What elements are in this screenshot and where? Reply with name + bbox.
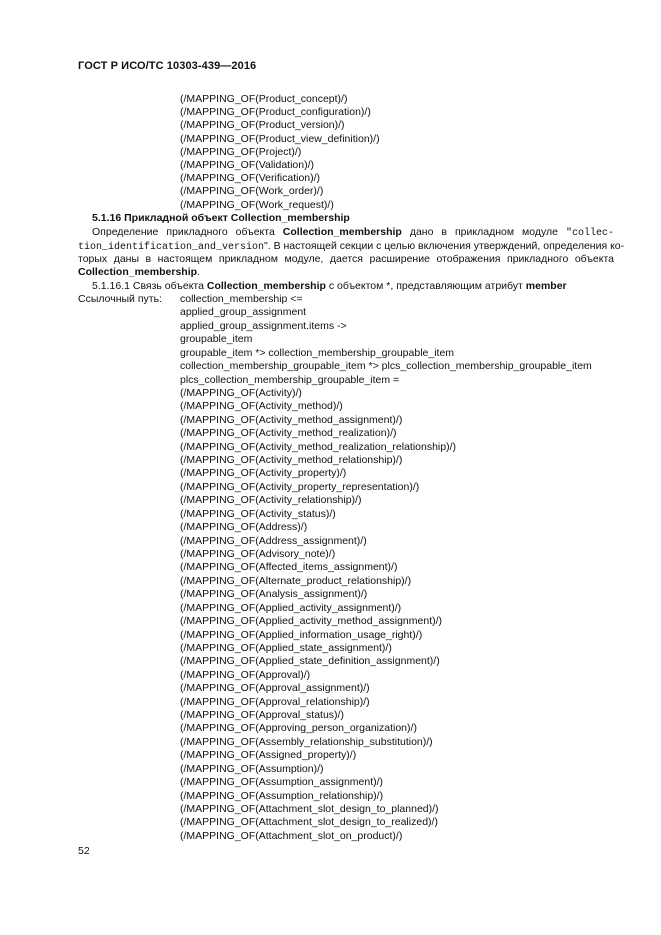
mapping-line: (/MAPPING_OF(Activity)/) — [180, 386, 302, 399]
mapping-line: (/MAPPING_OF(Approval)/) — [180, 668, 311, 681]
para-text: Определение прикладного объекта — [92, 226, 283, 238]
sub-attribute-name: member — [525, 280, 567, 292]
sub-text: с объектом *, представляющим атрибут — [325, 280, 526, 292]
mapping-line: (/MAPPING_OF(Applied_activity_method_assignment)/) — [180, 615, 443, 628]
mapping-line: (/MAPPING_OF(Applied_activity_assignment)/) — [180, 601, 402, 614]
reference-path-step: collection_membership <= — [180, 293, 303, 305]
mapping-line: (/MAPPING_OF(Assigned_property)/) — [180, 749, 357, 762]
mapping-line: (/MAPPING_OF(Activity_relationship)/) — [180, 494, 362, 507]
reference-path-step: applied_group_assignment — [180, 306, 307, 319]
para-module-name: "collec- — [565, 228, 614, 239]
reference-path-step: groupable_item — [180, 333, 253, 346]
mapping-line: (/MAPPING_OF(Activity_status)/) — [180, 507, 336, 520]
mapping-line: (/MAPPING_OF(Product_concept)/) — [180, 93, 348, 105]
mapping-line: (/MAPPING_OF(Assumption)/) — [180, 762, 324, 775]
mapping-line: (/MAPPING_OF(Attachment_slot_design_to_realized)/) — [180, 816, 438, 829]
mapping-line: (/MAPPING_OF(Product_view_definition)/) — [180, 132, 380, 145]
page-number: 52 — [78, 845, 90, 857]
para-object-name: Collection_membership — [78, 266, 198, 278]
mapping-line: (/MAPPING_OF(Validation)/) — [180, 159, 315, 171]
para-text: ". В настоящей секции с целью включения утверждений, определения ко- — [264, 240, 625, 252]
sub-object-name: Collection_membership — [206, 280, 326, 292]
sub-text: 5.1.16.1 Связь объекта — [92, 280, 207, 292]
mapping-line: (/MAPPING_OF(Activity_method_realization_relationship)/) — [180, 440, 457, 453]
mapping-line: (/MAPPING_OF(Product_configuration)/) — [180, 106, 371, 119]
reference-path-step: groupable_item *> collection_membership_groupable_item — [180, 346, 455, 359]
mapping-line: (/MAPPING_OF(Analysis_assignment)/) — [180, 588, 368, 601]
mapping-line: (/MAPPING_OF(Activity_property)/) — [180, 467, 347, 480]
section-paragraph-line-1 — [92, 226, 614, 240]
mapping-line: (/MAPPING_OF(Advisory_note)/) — [180, 547, 336, 560]
reference-path-label: Ссылочный путь: — [78, 293, 162, 305]
para-text: дано в прикладном модуле — [401, 226, 566, 238]
section-paragraph-line-2 — [78, 240, 625, 254]
section-paragraph-line-4 — [78, 266, 614, 279]
mapping-line: (/MAPPING_OF(Address_assignment)/) — [180, 534, 367, 547]
section-paragraph-line-3: торых даны в настоящем прикладном модуле, дается расширение отображения прикладного объекта — [78, 253, 614, 265]
mapping-line: (/MAPPING_OF(Verification)/) — [180, 172, 321, 185]
mapping-line: (/MAPPING_OF(Activity_method_relationship)/) — [180, 454, 403, 467]
reference-path-step: plcs_collection_membership_groupable_item = — [180, 373, 400, 386]
mapping-line: (/MAPPING_OF(Work_request)/) — [180, 198, 334, 211]
mapping-line: (/MAPPING_OF(Product_version)/) — [180, 119, 345, 132]
document-header: ГОСТ Р ИСО/ТС 10303-439—2016 — [78, 60, 257, 72]
section-heading: 5.1.16 Прикладной объект Collection_membership — [92, 212, 350, 224]
mapping-line: (/MAPPING_OF(Applied_state_definition_assignment)/) — [180, 655, 440, 668]
subsection-heading — [92, 280, 614, 293]
para-text: . — [197, 266, 200, 278]
mapping-line: (/MAPPING_OF(Activity_method)/) — [180, 400, 343, 413]
mapping-line: (/MAPPING_OF(Approval_assignment)/) — [180, 682, 370, 695]
mapping-line: (/MAPPING_OF(Work_order)/) — [180, 185, 324, 198]
mapping-line: (/MAPPING_OF(Attachment_slot_on_product)/) — [180, 829, 403, 842]
mapping-line: (/MAPPING_OF(Approval_relationship)/) — [180, 695, 370, 708]
mapping-line: (/MAPPING_OF(Activity_method_assignment)/) — [180, 413, 403, 426]
mapping-line: (/MAPPING_OF(Affected_items_assignment)/) — [180, 561, 398, 574]
mapping-line: (/MAPPING_OF(Address)/) — [180, 521, 308, 534]
mapping-line: (/MAPPING_OF(Applied_state_assignment)/) — [180, 641, 392, 654]
mapping-line: (/MAPPING_OF(Approval_status)/) — [180, 709, 344, 722]
mapping-line: (/MAPPING_OF(Applied_information_usage_right)/) — [180, 628, 423, 641]
mapping-line: (/MAPPING_OF(Assumption_assignment)/) — [180, 776, 384, 789]
reference-path-step: applied_group_assignment.items -> — [180, 319, 347, 332]
mapping-line: (/MAPPING_OF(Assembly_relationship_substitution)/) — [180, 735, 433, 748]
mapping-line: (/MAPPING_OF(Activity_method_realization)/) — [180, 427, 397, 440]
para-object-name: Collection_membership — [282, 226, 402, 238]
mapping-line: (/MAPPING_OF(Alternate_product_relationship)/) — [180, 574, 412, 587]
mapping-line: (/MAPPING_OF(Activity_property_representation)/) — [180, 480, 420, 493]
para-module-name: tion_identification_and_version — [78, 242, 265, 253]
mapping-line: (/MAPPING_OF(Assumption_relationship)/) — [180, 789, 384, 802]
mapping-line: (/MAPPING_OF(Project)/) — [180, 145, 302, 158]
reference-path-step: collection_membership_groupable_item *> plcs_collection_membership_groupable_item — [180, 360, 592, 373]
mapping-line: (/MAPPING_OF(Attachment_slot_design_to_planned)/) — [180, 802, 439, 815]
mapping-line: (/MAPPING_OF(Approving_person_organization)/) — [180, 722, 417, 735]
